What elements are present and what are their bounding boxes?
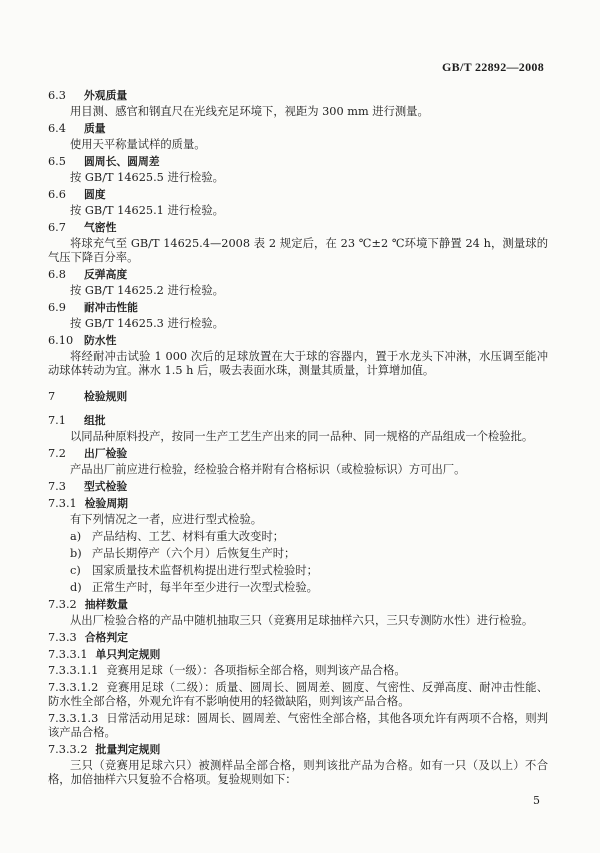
- clause-text: 日常活动用足球：圆周长、圆周差、气密性全部合格，其他各项允许有两项不合格，则判该产品合格。: [48, 712, 548, 739]
- section-number: 6.6: [48, 188, 66, 201]
- list-marker: a): [70, 530, 82, 543]
- section-heading: [48, 598, 548, 614]
- clause-number: 7.3.3.1.1: [48, 664, 99, 677]
- section-heading: [48, 648, 548, 664]
- body-paragraph: 将经耐冲击试验 1 000 次后的足球放置在大于球的容器内，置于水龙头下冲淋，水压调至能冲动球体转动为宜。淋水 1.5 h 后，吸去表面水珠，测量其质量，计算增加值。: [48, 350, 548, 377]
- section-number: 7.3.2: [48, 598, 77, 611]
- section-number: 6.3: [48, 89, 66, 102]
- section-title: 型式检验: [84, 480, 128, 493]
- section-title: 合格判定: [84, 631, 128, 644]
- list-item: [48, 581, 548, 595]
- section-title: 气密性: [84, 221, 117, 234]
- numbered-paragraph: [48, 664, 548, 678]
- list-item: [48, 564, 548, 578]
- list-item: [48, 547, 548, 561]
- body-paragraph: 按 GB/T 14625.2 进行检验。: [70, 284, 224, 297]
- body-paragraph: 三只（竞赛用足球六只）被测样品全部合格，则判该批产品为合格。如有一只（及以上）不合格，加倍抽样六只复验不合格项。复验规则如下：: [48, 759, 548, 786]
- section-number: 7.3.3.2: [48, 743, 88, 756]
- standard-code: GB/T 22892—2008: [442, 60, 544, 74]
- section-number: 6.4: [48, 122, 66, 135]
- section-heading: [48, 480, 548, 496]
- page-number: 5: [533, 794, 540, 807]
- section-title: 批量判定规则: [95, 743, 161, 756]
- list-item: [48, 530, 548, 544]
- list-item-text: 产品长期停产（六个月）后恢复生产时；: [92, 547, 296, 560]
- section-heading: [48, 268, 548, 284]
- list-item-text: 国家质量技术监督机构提出进行型式检验时；: [92, 564, 318, 577]
- section-heading: [48, 221, 548, 237]
- section-heading: [48, 631, 548, 647]
- body-paragraph: 按 GB/T 14625.5 进行检验。: [70, 171, 224, 184]
- body-paragraph: 有下列情况之一者，应进行型式检验。: [70, 513, 263, 526]
- section-title: 圆周长、圆周差: [84, 155, 160, 168]
- section-title: 检验规则: [84, 390, 128, 403]
- section-heading: [48, 334, 548, 350]
- body-paragraph: 用目测、感官和钢直尺在光线充足环境下，视距为 300 mm 进行测量。: [70, 105, 429, 118]
- section-heading: [48, 122, 548, 138]
- numbered-paragraph: [48, 681, 548, 709]
- section-title: 反弹高度: [84, 268, 128, 281]
- section-title: 抽样数量: [84, 598, 128, 611]
- section-title: 检验周期: [84, 497, 128, 510]
- section-heading: [48, 89, 548, 105]
- section-number: 6.10: [48, 334, 74, 347]
- section-heading: [48, 414, 548, 430]
- body-paragraph: 按 GB/T 14625.1 进行检验。: [70, 204, 224, 217]
- section-heading: [48, 188, 548, 204]
- clause-number: 7.3.3.1.2: [48, 681, 99, 694]
- section-heading: [48, 390, 548, 406]
- section-title: 质量: [84, 122, 106, 135]
- section-heading: [48, 497, 548, 513]
- body-paragraph: 从出厂检验合格的产品中随机抽取三只（竞赛用足球抽样六只，三只专测防水性）进行检验。: [70, 614, 534, 627]
- section-title: 外观质量: [84, 89, 128, 102]
- section-title: 组批: [84, 414, 106, 427]
- section-number: 7: [48, 390, 56, 403]
- clause-text: 竞赛用足球（一级）：各项指标全部合格，则判该产品合格。: [106, 664, 406, 677]
- section-number: 7.1: [48, 414, 66, 427]
- section-number: 6.5: [48, 155, 66, 168]
- body-paragraph: 使用天平称量试样的质量。: [70, 138, 206, 151]
- list-item-text: 产品结构、工艺、材料有重大改变时；: [92, 530, 285, 543]
- section-number: 7.3.3.1: [48, 648, 88, 661]
- list-item-text: 正常生产时，每半年至少进行一次型式检验。: [92, 581, 318, 594]
- section-title: 圆度: [84, 188, 106, 201]
- section-number: 6.9: [48, 301, 66, 314]
- section-heading: [48, 155, 548, 171]
- section-number: 7.3.1: [48, 497, 77, 510]
- clause-number: 7.3.3.1.3: [48, 712, 99, 725]
- section-title: 防水性: [84, 334, 117, 347]
- body-paragraph: 以同品种原料投产，按同一生产工艺生产出来的同一品种、同一规格的产品组成一个检验批。: [70, 430, 534, 443]
- body-paragraph: 将球充气至 GB/T 14625.4—2008 表 2 规定后，在 23 ℃±2 ℃环境下静置 24 h，测量球的气压下降百分率。: [48, 237, 548, 264]
- section-number: 6.8: [48, 268, 66, 281]
- clause-text: 竞赛用足球（二级）：质量、圆周长、圆周差、圆度、气密性、反弹高度、耐冲击性能、防水性全部合格，外观允许有不影响使用的轻微缺陷，则判该产品合格。: [48, 681, 548, 708]
- section-number: 7.3: [48, 480, 66, 493]
- list-marker: d): [70, 581, 82, 594]
- section-number: 6.7: [48, 221, 66, 234]
- numbered-paragraph: [48, 712, 548, 740]
- section-number: 7.3.3: [48, 631, 77, 644]
- document-body: [48, 88, 548, 790]
- section-title: 单只判定规则: [95, 648, 161, 661]
- list-marker: b): [70, 547, 82, 560]
- body-paragraph: 产品出厂前应进行检验，经检验合格并附有合格标识（或检验标识）方可出厂。: [70, 463, 466, 476]
- body-paragraph: 按 GB/T 14625.3 进行检验。: [70, 317, 224, 330]
- section-heading: [48, 301, 548, 317]
- section-number: 7.2: [48, 447, 66, 460]
- section-title: 出厂检验: [84, 447, 128, 460]
- section-title: 耐冲击性能: [84, 301, 138, 314]
- list-marker: c): [70, 564, 81, 577]
- section-heading: [48, 743, 548, 759]
- section-heading: [48, 447, 548, 463]
